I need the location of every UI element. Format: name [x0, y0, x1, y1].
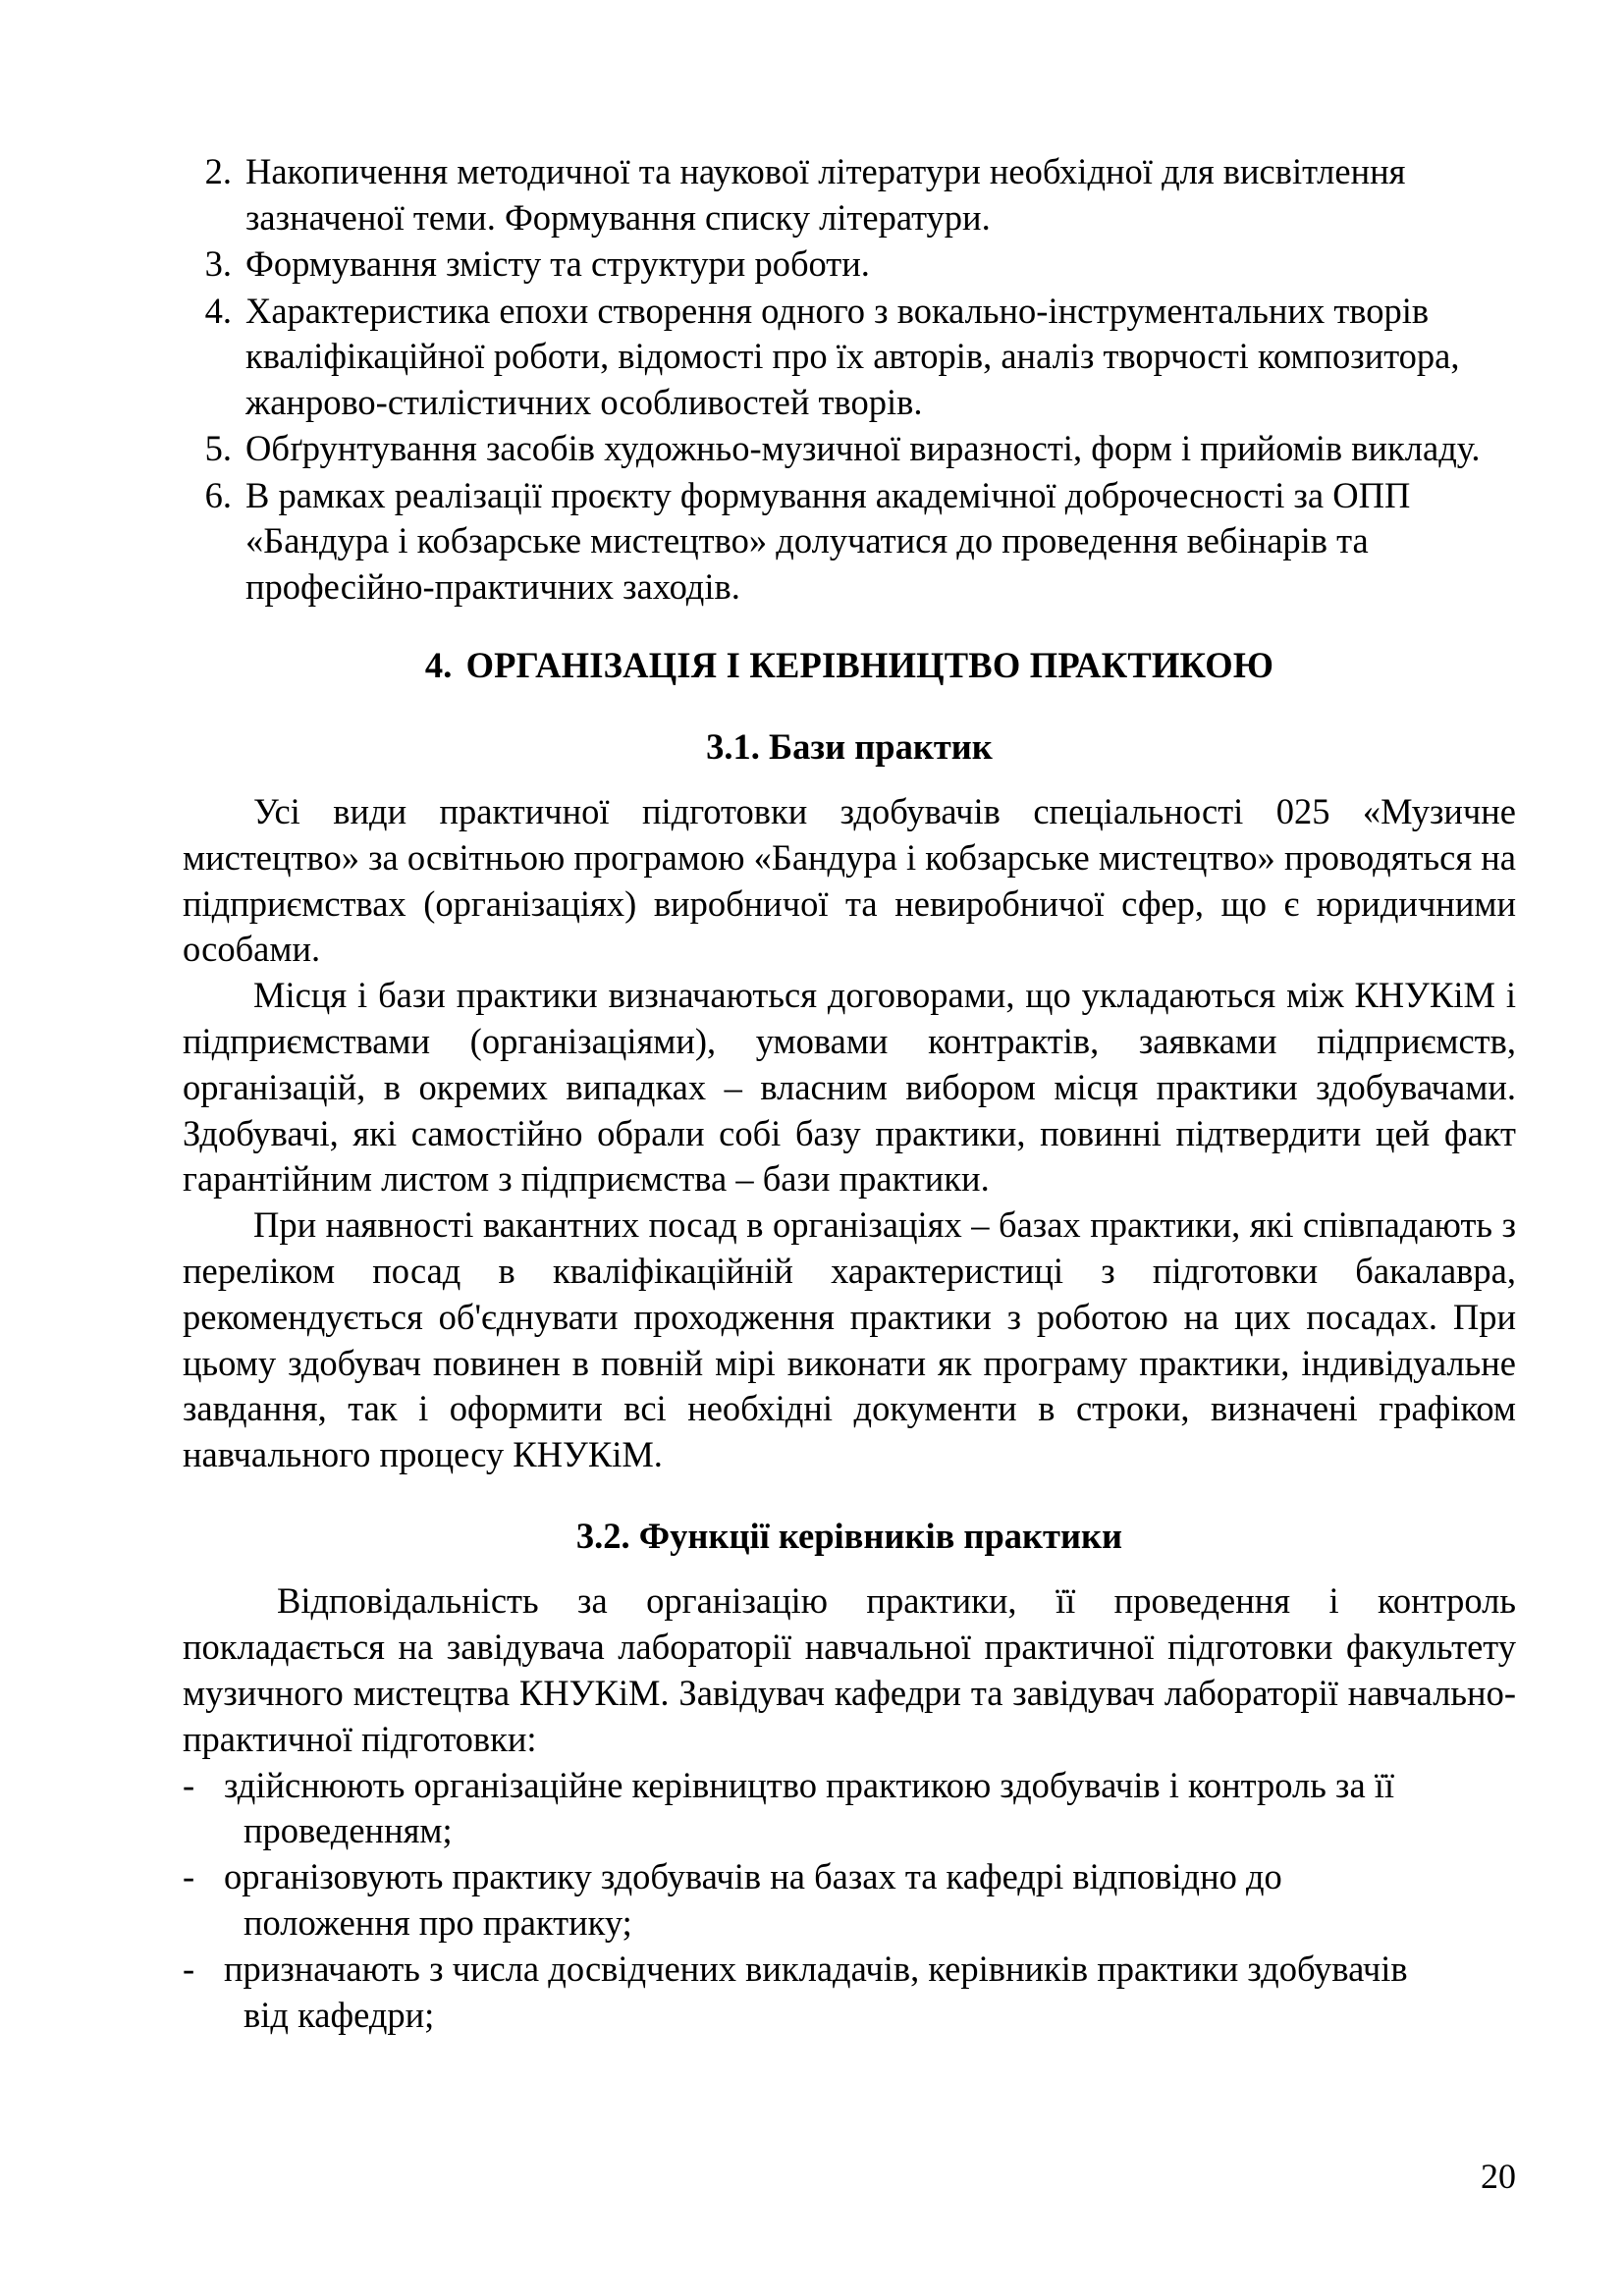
list-item-marker: 5.	[204, 428, 232, 468]
list-item-text: В рамках реалізації проєкту формування академічної доброчесності за ОПП «Бандура і кобзарське мистецтво» долучатися до проведення вебінарів та професійно-практичних заходів.	[245, 474, 1411, 607]
list-item-text: Обґрунтування засобів художньо-музичної виразності, форм і прийомів викладу.	[245, 428, 1481, 468]
subsection-1-heading: 3.1. Бази практик	[706, 725, 993, 767]
section-heading-title: ОРГАНІЗАЦІЯ І КЕРІВНИЦТВО ПРАКТИКОЮ	[465, 645, 1274, 685]
page-content	[183, 149, 1516, 2038]
dash-bullet-icon: -	[183, 1764, 195, 1805]
list-item	[183, 289, 1516, 426]
list-item	[183, 1854, 1516, 1947]
list-item-text: Характеристика епохи створення одного з вокально-інструментальних творів кваліфікаційної роботи, відомості про їх авторів, аналіз творчості композитора, жанрово-стилістичних особливостей творів.	[245, 290, 1460, 422]
list-item-marker: 3.	[204, 243, 232, 284]
section-heading-number: 4.	[424, 645, 453, 685]
list-item	[183, 149, 1516, 240]
list-item	[183, 1763, 1516, 1855]
list-item-marker: 2.	[204, 151, 232, 191]
dash-bullet-icon: -	[183, 1948, 195, 1989]
list-item-text: Накопичення методичної та наукової літератури необхідної для висвітлення зазначеної теми. Формування списку літератури.	[245, 151, 1406, 238]
list-item-text-continued: проведенням;	[244, 1810, 453, 1851]
dash-bullet-icon: -	[183, 1856, 195, 1897]
responsibilities-list	[183, 1763, 1516, 2039]
list-item-text-continued: від кафедри;	[244, 1994, 435, 2035]
subsection-2-paragraph-1: Відповідальність за організацію практики, її проведення і контроль покладається на завідувача лабораторії навчальної практичної підготовки факультету музичного мистецтва КНУКіМ. Завідувач кафедри та завідувач лабораторії навчально-практичної підготовки:	[183, 1580, 1516, 1759]
list-item-text: Формування змісту та структури роботи.	[245, 243, 870, 284]
page-number: 20	[1481, 2157, 1516, 2196]
list-item	[183, 426, 1516, 472]
list-item-text: організовують практику здобувачів на базах та кафедрі відповідно до	[224, 1856, 1282, 1897]
list-item	[183, 1947, 1516, 2039]
numbered-task-list	[183, 149, 1516, 610]
subsection-1-paragraph-2: Місця і бази практики визначаються договорами, що укладаються між КНУКіМ і підприємствами (організаціями), умовами контрактів, заявками підприємств, організацій, в окремих випадках – власним вибором місця практики здобувачами. Здобувачі, які самостійно обрали собі базу практики, повинні підтвердити цей факт гарантійним листом з підприємства – бази практики.	[183, 975, 1516, 1200]
subsection-1-paragraph-1: Усі види практичної підготовки здобувачів спеціальності 025 «Музичне мистецтво» за освітньою програмою «Бандура і кобзарське мистецтво» проводяться на підприємствах (організаціях) виробничої та невиробничої сфер, що є юридичними особами.	[183, 791, 1516, 970]
list-item	[183, 241, 1516, 288]
list-item	[183, 473, 1516, 611]
list-item-marker: 6.	[204, 474, 232, 515]
subsection-2-heading: 3.2. Функції керівників практики	[575, 1515, 1123, 1556]
list-item-text-continued: положення про практику;	[244, 1902, 632, 1944]
list-item-text: призначають з числа досвідчених викладачів, керівників практики здобувачів	[224, 1948, 1408, 1989]
list-item-text: здійснюють організаційне керівництво практикою здобувачів і контроль за її	[224, 1764, 1395, 1805]
subsection-1-paragraph-3: При наявності вакантних посад в організаціях – базах практики, які співпадають з переліком посад в кваліфікаційній характеристиці з підготовки бакалавра, рекомендується об'єднувати проходження практики з роботою на цих посадах. При цьому здобувач повинен в повній мірі виконати як програму практики, індивідуальне завдання, так і оформити всі необхідні документи в строки, визначені графіком навчального процесу КНУКіМ.	[183, 1204, 1516, 1475]
list-item-marker: 4.	[204, 290, 232, 331]
section-heading	[183, 643, 1516, 689]
